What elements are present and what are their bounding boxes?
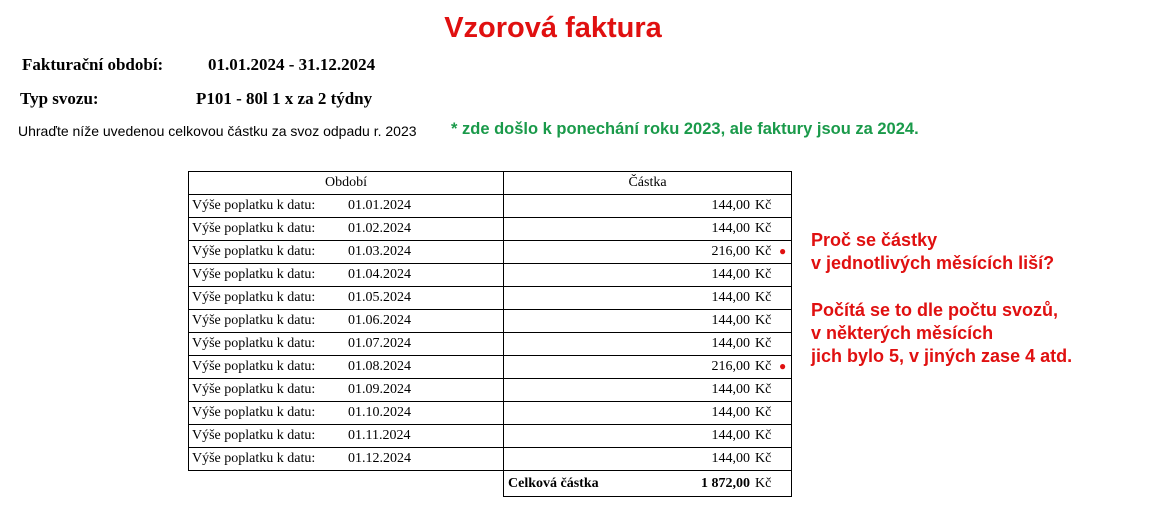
row-date: 01.07.2024 xyxy=(348,336,411,351)
row-amount: 216,00 xyxy=(711,244,750,259)
table-header-row xyxy=(189,172,792,195)
row-label: Výše poplatku k datu: xyxy=(192,198,316,213)
row-currency: Kč xyxy=(755,405,772,420)
marker-dot-icon: ● xyxy=(779,244,787,258)
row-label: Výše poplatku k datu: xyxy=(192,290,316,305)
row-amount: 216,00 xyxy=(711,359,750,374)
amount-cell xyxy=(504,241,792,264)
row-currency: Kč xyxy=(755,336,772,351)
period-cell xyxy=(189,264,504,287)
amount-cell xyxy=(504,356,792,379)
table-row xyxy=(189,195,792,218)
row-date: 01.12.2024 xyxy=(348,451,411,466)
period-cell xyxy=(189,425,504,448)
collection-type-label: Typ svozu: xyxy=(20,89,99,108)
row-currency: Kč xyxy=(755,451,772,466)
period-cell xyxy=(189,310,504,333)
row-currency: Kč xyxy=(755,221,772,236)
header-period: Období xyxy=(189,172,504,195)
row-date: 01.03.2024 xyxy=(348,244,411,259)
collection-type-value: P101 - 80l 1 x za 2 týdny xyxy=(196,89,373,108)
note-text: * zde došlo k ponechání roku 2023, ale faktury jsou za 2024. xyxy=(451,120,919,138)
row-label: Výše poplatku k datu: xyxy=(192,451,316,466)
row-label: Výše poplatku k datu: xyxy=(192,267,316,282)
row-currency: Kč xyxy=(755,267,772,282)
amount-cell xyxy=(504,264,792,287)
row-date: 01.02.2024 xyxy=(348,221,411,236)
period-cell xyxy=(189,287,504,310)
amount-cell xyxy=(504,425,792,448)
row-label: Výše poplatku k datu: xyxy=(192,313,316,328)
row-currency: Kč xyxy=(755,359,772,374)
amount-cell xyxy=(504,195,792,218)
table-row xyxy=(189,310,792,333)
row-date: 01.06.2024 xyxy=(348,313,411,328)
period-cell xyxy=(189,195,504,218)
table-row xyxy=(189,218,792,241)
row-label: Výše poplatku k datu: xyxy=(192,336,316,351)
row-amount: 144,00 xyxy=(711,221,750,236)
amount-cell xyxy=(504,333,792,356)
row-currency: Kč xyxy=(755,290,772,305)
table-row xyxy=(189,379,792,402)
row-label: Výše poplatku k datu: xyxy=(192,244,316,259)
invoice-table xyxy=(188,171,792,497)
row-amount: 144,00 xyxy=(711,290,750,305)
table-row xyxy=(189,333,792,356)
intro-text: Uhraďte níže uvedenou celkovou částku za svoz odpadu r. 2023 xyxy=(18,123,417,139)
row-date: 01.09.2024 xyxy=(348,382,411,397)
amount-cell xyxy=(504,379,792,402)
amount-cell xyxy=(504,310,792,333)
table-row xyxy=(189,264,792,287)
total-spacer xyxy=(189,471,504,497)
total-value: 1 872,00 xyxy=(701,475,750,491)
row-label: Výše poplatku k datu: xyxy=(192,428,316,443)
amount-cell xyxy=(504,218,792,241)
row-amount: 144,00 xyxy=(711,313,750,328)
row-currency: Kč xyxy=(755,382,772,397)
row-label: Výše poplatku k datu: xyxy=(192,221,316,236)
amount-cell xyxy=(504,287,792,310)
row-date: 01.05.2024 xyxy=(348,290,411,305)
answer-line: Počítá se to dle počtu svozů, xyxy=(811,300,1059,320)
row-date: 01.11.2024 xyxy=(348,428,411,443)
table-row xyxy=(189,356,792,379)
table-row xyxy=(189,448,792,471)
row-amount: 144,00 xyxy=(711,428,750,443)
period-cell xyxy=(189,356,504,379)
table-row xyxy=(189,402,792,425)
row-currency: Kč xyxy=(755,428,772,443)
answer-line: v některých měsících xyxy=(811,323,994,343)
row-currency: Kč xyxy=(755,313,772,328)
row-amount: 144,00 xyxy=(711,451,750,466)
period-label: Fakturační období: xyxy=(22,55,164,74)
row-amount: 144,00 xyxy=(711,336,750,351)
period-cell xyxy=(189,379,504,402)
total-currency: Kč xyxy=(755,475,772,491)
row-currency: Kč xyxy=(755,244,772,259)
row-currency: Kč xyxy=(755,198,772,213)
period-value: 01.01.2024 - 31.12.2024 xyxy=(208,55,376,74)
period-cell xyxy=(189,448,504,471)
header-amount: Částka xyxy=(504,172,792,195)
period-cell xyxy=(189,333,504,356)
row-label: Výše poplatku k datu: xyxy=(192,359,316,374)
period-cell xyxy=(189,218,504,241)
row-label: Výše poplatku k datu: xyxy=(192,382,316,397)
row-date: 01.10.2024 xyxy=(348,405,411,420)
period-cell xyxy=(189,402,504,425)
question-line: Proč se částky xyxy=(811,230,938,250)
row-date: 01.04.2024 xyxy=(348,267,411,282)
row-label: Výše poplatku k datu: xyxy=(192,405,316,420)
total-label: Celková částka xyxy=(508,475,599,491)
table-row xyxy=(189,241,792,264)
question-line: v jednotlivých měsících liší? xyxy=(811,253,1055,273)
row-amount: 144,00 xyxy=(711,267,750,282)
amount-cell xyxy=(504,448,792,471)
row-amount: 144,00 xyxy=(711,405,750,420)
marker-dot-icon: ● xyxy=(779,359,787,373)
invoice-title: Vzorová faktura xyxy=(444,12,662,44)
answer-line: jich bylo 5, v jiných zase 4 atd. xyxy=(811,346,1073,366)
row-date: 01.01.2024 xyxy=(348,198,411,213)
explanation-text xyxy=(811,229,1171,368)
row-amount: 144,00 xyxy=(711,382,750,397)
row-date: 01.08.2024 xyxy=(348,359,411,374)
table-row xyxy=(189,287,792,310)
row-amount: 144,00 xyxy=(711,198,750,213)
total-row xyxy=(189,471,792,497)
total-cell xyxy=(504,471,792,497)
amount-cell xyxy=(504,402,792,425)
table-body xyxy=(189,195,792,471)
period-cell xyxy=(189,241,504,264)
table-row xyxy=(189,425,792,448)
